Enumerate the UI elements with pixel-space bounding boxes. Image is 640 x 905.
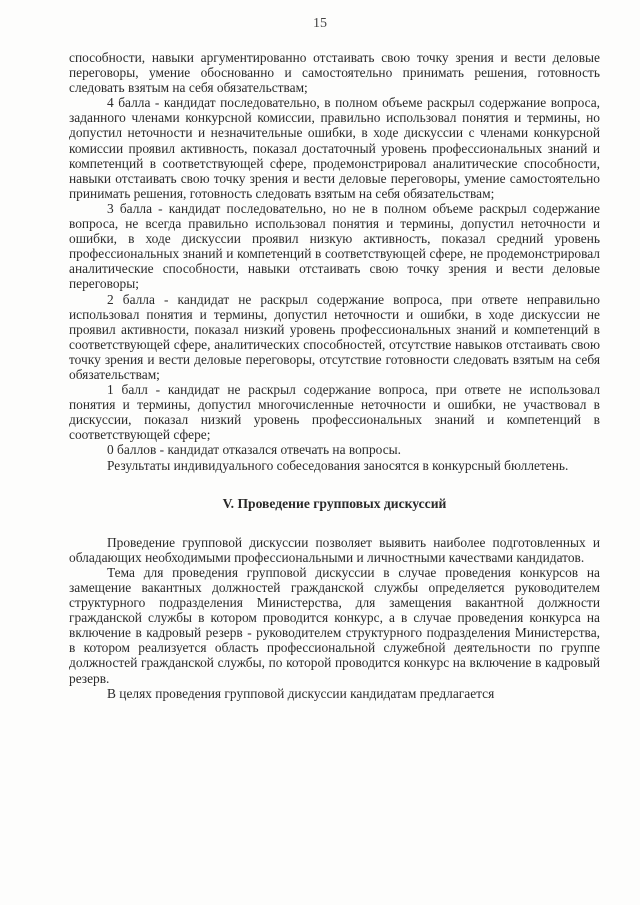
paragraph: 2 балла - кандидат не раскрыл содержание вопроса, при ответе неправильно использовал понятия и термины, допустил неточности и ошибки, в ходе дискуссии не проявил активности, показал низкий уровень профессиональных знаний и компетенций в соответствующей сфере, аналитических способностей, отсутствие навыков отстаивать свою точку зрения и вести деловые переговоры, отсутствие готовности следовать взятым на себя обязательствам; (69, 291, 600, 382)
paragraphs-before (69, 50, 600, 473)
paragraph: Результаты индивидуального собеседования заносятся в конкурсный бюллетень. (107, 457, 569, 473)
paragraph: Тема для проведения групповой дискуссии в случае проведения конкурсов на замещение вакантных должностей гражданской службы определяется руководителем структурного подразделения Министерства, для замещения вакантной должности гражданской службы в котором проводится конкурс, а в случае проведения конкурса на включение в кадровый резерв - руководителем структурного подразделения Министерства, в котором реализуется область профессиональной служебной деятельности по группе должностей гражданской службы, по которой проводится конкурс на включение в кадровый резерв. (69, 564, 600, 686)
paragraph: 3 балла - кандидат последовательно, но не в полном объеме раскрыл содержание вопроса, не всегда правильно использовал понятия и термины, допустил неточности и ошибки, в ходе дискуссии проявил низкую активность, показал средний уровень профессиональных знаний и компетенций в соответствующей сфере, не продемонстрировал аналитические способности, навыки отстаивать свою точку зрения и вести деловые переговоры; (69, 200, 600, 292)
paragraph: Проведение групповой дискуссии позволяет выявить наиболее подготовленных и обладающих необходимыми профессиональными и личностными качествами кандидатов. (69, 534, 600, 565)
paragraph: 0 баллов - кандидат отказался отвечать на вопросы. (107, 442, 401, 458)
paragraph: 1 балл - кандидат не раскрыл содержание вопроса, при ответе не использовал понятия и термины, допустил многочисленные неточности и ошибки, не участвовал в дискуссии, показал низкий уровень профессиональных знаний и компетенций в соответствующей сфере; (69, 382, 600, 443)
paragraph: В целях проведения групповой дискуссии кандидатам предлагается (107, 685, 495, 701)
paragraphs-after (69, 535, 600, 701)
paragraph: способности, навыки аргументированно отстаивать свою точку зрения и вести деловые переговоры, умение обоснованно и самостоятельно принимать решения, готовность следовать взятым на себя обязательствам; (69, 50, 600, 96)
page-number: 15 (313, 16, 327, 31)
section-heading: V. Проведение групповых дискуссий (222, 495, 447, 511)
page-body (69, 50, 600, 701)
paragraph: 4 балла - кандидат последовательно, в полном объеме раскрыл содержание вопроса, заданного членами конкурсной комиссии, правильно использовал понятия и термины, но допустил неточности и незначительные ошибки, в ходе дискуссии с членами конкурсной комиссии проявил активность, показал достаточный уровень профессиональных знаний и компетенций в соответствующей сфере, продемонстрировал аналитические способности, навыки отстаивать свою точку зрения и вести деловые переговоры, умение самостоятельно принимать решения, готовность следовать взятым на себя обязательствам; (69, 95, 600, 201)
